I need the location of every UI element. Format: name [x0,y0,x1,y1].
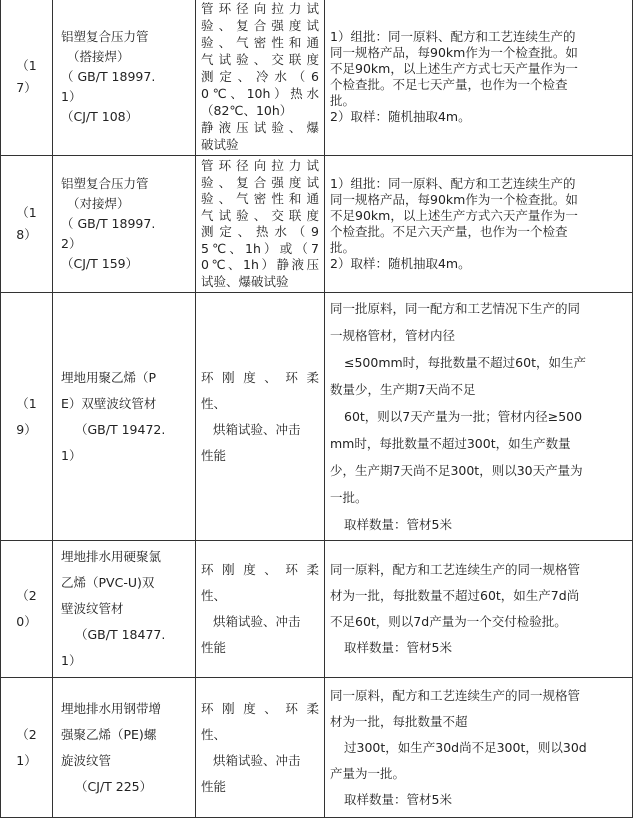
test-items-cell: 管环径向拉力试 验、复合强度试 验、气密性和通 气试验、交联度 测定、热水（9 5℃、1h）或（7 0℃、1h）静液压 试验、爆破试验 [196,156,325,293]
table-row [1,541,633,678]
table-row [1,0,633,156]
test-items-cell: 管环径向拉力试 验、复合强度试 验、气密性和通 气试验、交联度 测定、冷水（6 0℃、10h）热水 （82℃、10h） 静液压试验、爆 破试验 [196,0,325,156]
row-number-cell: （2 1） [1,678,53,818]
product-name-cell: 铝塑复合压力管 （对接焊） （ GB/T 18997. 2） （CJ/T 159） [53,156,196,293]
product-name-cell: 埋地排水用硬聚氯 乙烯（PVC-U)双 壁波纹管材 （GB/T 18477. 1） [53,541,196,678]
row-number-cell: （2 0） [1,541,53,678]
test-items-cell: 环刚度、环柔 性、 烘箱试验、冲击 性能 [196,293,325,541]
test-items-cell: 环刚度、环柔 性、 烘箱试验、冲击 性能 [196,541,325,678]
batch-rule-cell: 同一原料，配方和工艺连续生产的同一规格管 材为一批，每批数量不超 过300t，如生产30d尚不足300t，则以30d 产量为一批。 取样数量：管材5米 [325,678,633,818]
row-number-cell: （1 9） [1,293,53,541]
batch-rule-cell: 同一原料，配方和工艺连续生产的同一规格管 材为一批，每批数量不超过60t，如生产7d尚 不足60t，则以7d产量为一个交付检验批。 取样数量：管材5米 [325,541,633,678]
product-name-cell: 埋地用聚乙烯（P E）双壁波纹管材 （GB/T 19472. 1） [53,293,196,541]
batch-rule-cell: 同一批原料，同一配方和工艺情况下生产的同 一规格管材，管材内径 ≤500mm时，每批数量不超过60t，如生产 数量少，生产期7天尚不足 60t，则以7天产量为一批；管材内径≥500 mm时，每批数量不超过300t，如生产数量 少，生产期7天尚不足300t，则以30天产量为 一批。 取样数量：管材5米 [325,293,633,541]
row-number-cell: （1 7） [1,0,53,156]
product-name-cell: 铝塑复合压力管 （搭接焊） （ GB/T 18997. 1） （CJ/T 108） [53,0,196,156]
batch-rule-cell: 1）组批：同一原料、配方和工艺连续生产的 同一规格产品，每90km作为一个检查批。如 不足90km，以上述生产方式六天产量作为一 个检查批。不足六天产量，也作为一个检查 批。 2）取样：随机抽取4m。 [325,156,633,293]
batch-rule-cell: 1）组批：同一原料、配方和工艺连续生产的 同一规格产品，每90km作为一个检查批。如 不足90km，以上述生产方式七天产量作为一 个检查批。不足七天产量，也作为一个检查 批。 2）取样：随机抽取4m。 [325,0,633,156]
product-name-cell: 埋地排水用钢带增 强聚乙烯（PE)螺 旋波纹管 （CJ/T 225） [53,678,196,818]
table-row [1,678,633,818]
table-row [1,156,633,293]
row-number-cell: （1 8） [1,156,53,293]
table-row [1,293,633,541]
test-items-cell: 环刚度、环柔 性、 烘箱试验、冲击 性能 [196,678,325,818]
